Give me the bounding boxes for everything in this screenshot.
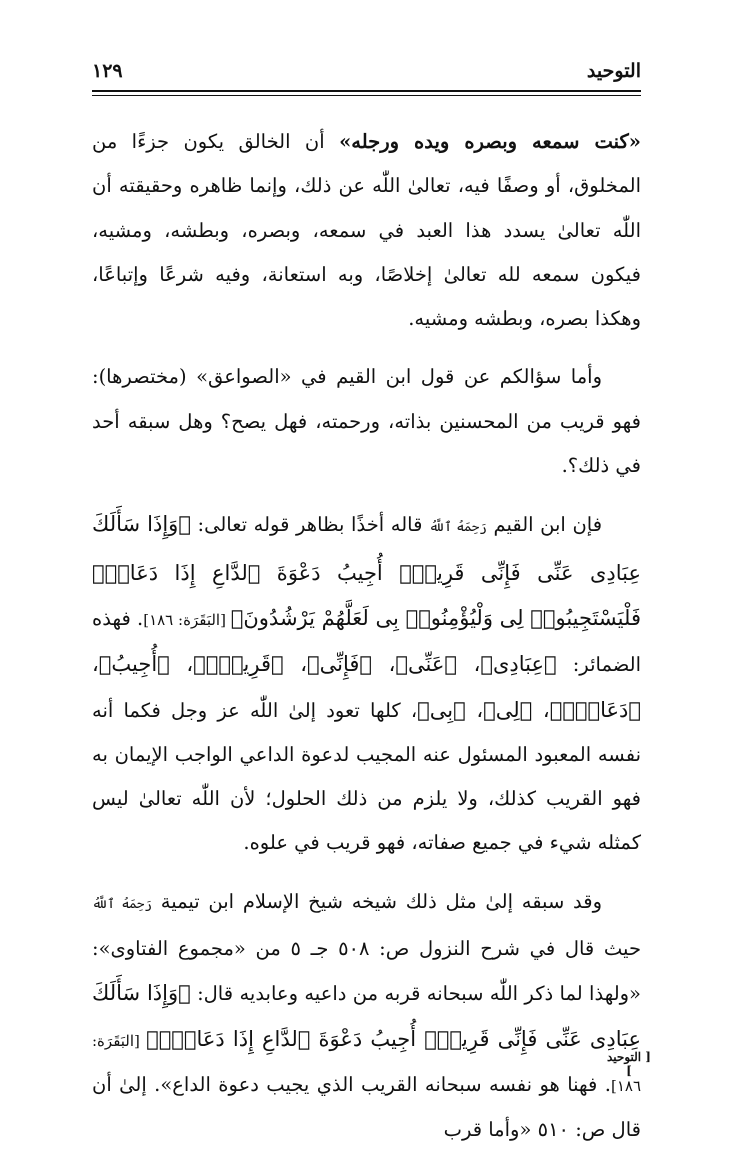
- paragraph-3-text-c: . فهذه الضمائر:: [92, 606, 641, 677]
- running-title: التوحيد: [586, 60, 641, 82]
- paragraph-4-text-a: وقد سبقه إلىٰ مثل ذلك شيخه شيخ الإسلام ابن تيمية: [152, 889, 602, 913]
- pronoun-list: ﴿عِبَادِى﴾، ﴿عَنِّى﴾، ﴿فَإِنِّى﴾، ﴿قَرِيبٌۖ﴾، ﴿أُجِيبُ﴾، ﴿دَعَانِۖ﴾، ﴿لِى﴾، ﴿بِى﴾: [92, 652, 642, 722]
- quran-verse: ﴿وَإِذَا سَأَلَكَ عِبَادِى عَنِّى فَإِنِّى قَرِيبٌۖ أُجِيبُ دَعْوَةَ ٱلدَّاعِ إِذَا دَعَانِۖ﴾: [92, 981, 641, 1051]
- hadith-quote: «كنت سمعه وبصره ويده ورجله»: [339, 130, 641, 153]
- paragraph-2-text: وأما سؤالكم عن قول ابن القيم في «الصواعق» (مختصرها): فهو قريب من المحسنين بذاته، ورحمته، فهل يصح؟ وهل سبقه أحد في ذلك؟.: [92, 365, 641, 478]
- paragraph-3-text-a: فإن ابن القيم: [486, 513, 603, 537]
- header-rule-thin: [92, 95, 641, 96]
- paragraph-4-text-b: حيث قال في شرح النزول ص: ٥٠٨ جـ ٥ من «مجموع الفتاوى»: «ولهذا لما ذكر اللّٰه سبحانه قربه من داعيه وعابديه قال:: [92, 937, 641, 1006]
- page-header: [92, 58, 641, 86]
- quran-verse: ﴿وَإِذَا سَأَلَكَ عِبَادِى عَنِّى فَإِنِّى قَرِيبٌۖ أُجِيبُ دَعْوَةَ ٱلدَّاعِ إِذَا دَعَانِۖ فَلْيَسْتَجِيبُوا۟ لِى وَلْيُؤْمِنُوا۟ بِى لَعَلَّهُمْ يَرْشُدُونَ﴾: [92, 512, 641, 630]
- page-number: ١٢٩: [92, 60, 123, 82]
- verse-reference: [البَقَرَة: ١٨٦]: [92, 1031, 641, 1095]
- paragraph-3-text-b: قاله أخذًا بظاهر قوله تعالى:: [190, 513, 430, 537]
- page-body: [92, 120, 641, 1153]
- paragraph-2: [92, 355, 641, 488]
- honorific: رَحِمَهُ ٱللَّهُ: [92, 896, 152, 912]
- header-rule-thick: [92, 90, 641, 92]
- honorific: رَحِمَهُ ٱللَّهُ: [429, 520, 487, 536]
- paragraph-1: [92, 120, 641, 341]
- signature-mark: [ التوحيد ]: [606, 1050, 651, 1078]
- paragraph-3-text-d: ، كلها تعود إلىٰ اللّٰه عز وجل فكما أنه نفسه المعبود المسئول عنه المجيب لدعوة الداعي الواجب الإيمان به فهو القريب كذلك، ولا يلزم من ذلك الحلول؛ لأن اللّٰه تعالىٰ ليس كمثله شيء في جميع صفاته، فهو قريب في علوه.: [92, 698, 641, 855]
- verse-reference: [البَقَرَة: ١٨٦]: [143, 610, 231, 629]
- paragraph-4: [92, 880, 641, 1153]
- paragraph-4-text-c: . فهنا هو نفسه سبحانه القريب الذي يجيب دعوة الداع». إلىٰ أن قال ص: ٥١٠ «وأما قرب: [92, 1072, 641, 1142]
- paragraph-3: [92, 502, 641, 865]
- paragraph-1-text: أن الخالق يكون جزءًا من المخلوق، أو وصفًا فيه، تعالىٰ اللّٰه عن ذلك، وإنما ظاهره وحقيقته أن اللّٰه تعالىٰ يسدد هذا العبد في سمعه، وبصره، وبطشه، ومشيه، فيكون سمعه لله تعالىٰ إخلاصًا، وبه استعانة، وفيه شرعًا وإتباعًا، وهكذا بصره، وبطشه ومشيه.: [92, 130, 641, 331]
